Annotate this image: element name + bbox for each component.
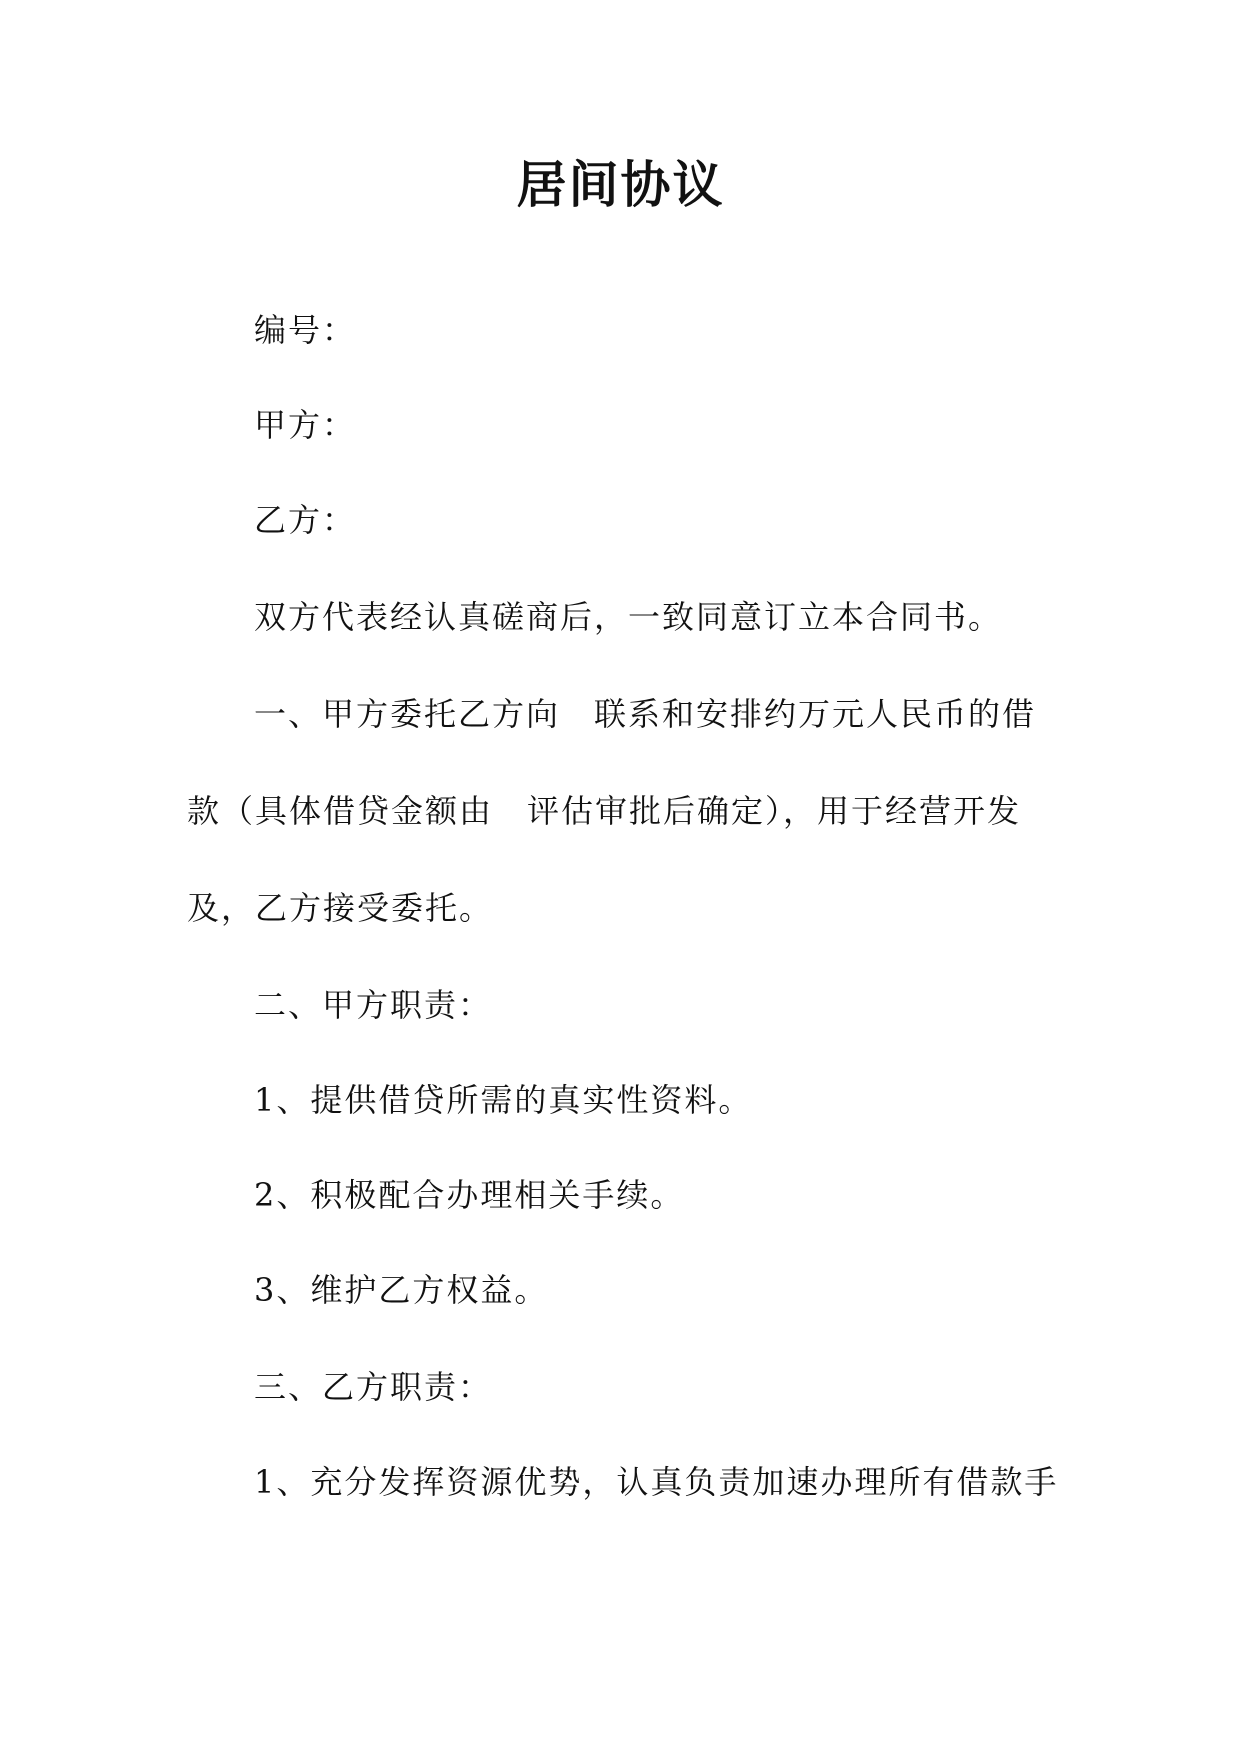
party-a-line: 甲方：: [254, 406, 357, 444]
document-title: 居间协议: [516, 156, 725, 214]
party-b-duty-1: 1、充分发挥资源优势，认真负责加速办理所有借款手: [254, 1463, 1059, 1501]
party-a-duty-1: 1、提供借贷所需的真实性资料。: [254, 1081, 753, 1119]
section-one-line-3: 及，乙方接受委托。: [187, 889, 494, 927]
party-a-duty-2: 2、积极配合办理相关手续。: [254, 1176, 685, 1214]
section-one-line-1: 一、甲方委托乙方向 联系和安排约万元人民币的借: [254, 695, 1037, 733]
contract-number-line: 编号：: [254, 311, 357, 349]
section-two-heading: 二、甲方职责：: [254, 986, 493, 1024]
party-b-line: 乙方：: [254, 501, 357, 539]
party-a-duty-3: 3、维护乙方权益。: [254, 1271, 549, 1309]
section-one-line-2: 款（具体借贷金额由 评估审批后确定），用于经营开发: [187, 792, 1022, 830]
agreement-intro-line: 双方代表经认真磋商后，一致同意订立本合同书。: [254, 598, 1003, 636]
section-three-heading: 三、乙方职责：: [254, 1368, 493, 1406]
